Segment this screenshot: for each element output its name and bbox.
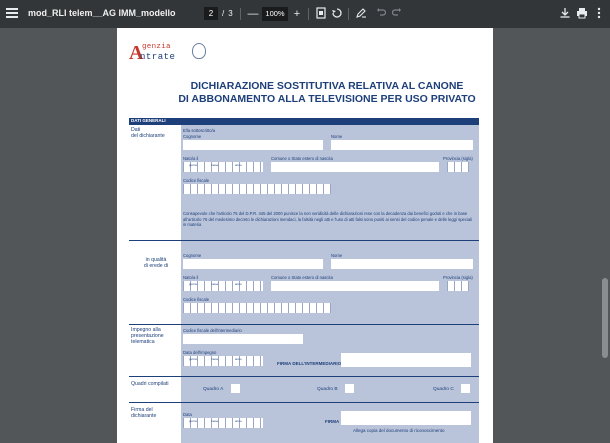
redo-icon[interactable] [390,7,404,21]
giorno-hint: giorno [189,163,198,167]
erede-nato-label: Nato/a il [183,275,199,280]
zoom-out-button[interactable]: — [247,8,259,20]
cognome-field[interactable] [183,140,323,150]
page-number-input[interactable]: 2 [204,7,218,20]
erede-anno-hint: anno [235,282,242,286]
erede-provincia-label: Provincia (sigla) [443,275,473,280]
erede-mese-hint: mese [211,282,219,286]
quadro-a-label: Quadro A [203,387,224,392]
pdf-page [117,28,493,443]
quadro-a-checkbox[interactable] [231,384,240,393]
zoom-level-input[interactable]: 100% [262,7,288,21]
section-impegno [129,324,479,376]
fit-page-icon[interactable] [314,7,328,21]
section-dichiarante [129,124,479,240]
undo-icon[interactable] [374,7,388,21]
toolbar-divider [348,8,349,20]
cf-intermediario-field[interactable] [183,334,303,344]
form-title [177,80,477,106]
firma-mese-hint: mese [211,419,219,423]
document-title: mod_RLI telem__AG IMM_modello [28,8,176,18]
firma-intermediario-field[interactable] [341,353,471,367]
pdf-toolbar [0,0,610,28]
page-indicator [204,7,233,20]
page-total: 3 [228,9,233,18]
more-options-icon[interactable] [592,7,606,21]
agenzia-entrate-logo [129,42,209,64]
section-label-quadri: Quadri compilati [131,381,169,387]
logo-line-1: genzia [142,43,171,51]
erede-cognome-field[interactable] [183,259,323,269]
codice-fiscale-label: Codice fiscale [183,178,210,183]
impegno-anno-hint: anno [235,357,242,361]
section-quadri [129,376,479,402]
provincia-label: Provincia (sigla) [443,156,473,161]
erede-giorno-hint: giorno [189,282,198,286]
firma-giorno-hint: giorno [189,419,198,423]
quadro-b-checkbox[interactable] [345,384,354,393]
annotate-icon[interactable] [354,7,368,21]
cognome-label: Cognome [183,134,202,139]
toolbar-divider [308,8,309,20]
allega-documento-text: Allega copia del documento di riconoscimento [353,428,445,433]
codice-fiscale-field[interactable] [183,184,331,194]
logo-letter: A [129,42,144,64]
provincia-field[interactable] [447,162,469,172]
section-body-quadri [181,377,479,402]
anno-hint: anno [235,163,242,167]
form-body [129,118,479,443]
section-label-erede: in qualità di erede di [143,257,169,269]
nato-label: Nato/a il [183,156,199,161]
impegno-giorno-hint: giorno [189,357,198,361]
erede-codice-fiscale-field[interactable] [183,303,331,313]
scrollbar-thumb[interactable] [602,278,608,358]
section-header-dati-generali: DATI GENERALI [129,118,479,124]
quadro-c-checkbox[interactable] [461,384,470,393]
comune-nascita-field[interactable] [271,162,439,172]
section-body-impegno [181,325,479,376]
quadro-c-label: Quadro C [433,387,454,392]
firma-dichiarante-field[interactable] [341,411,471,425]
section-body-erede [181,241,479,324]
section-firma [129,402,479,443]
erede-comune-field[interactable] [271,281,439,291]
firma-data-label: Data [183,412,192,417]
republic-emblem-icon [192,43,206,59]
nome-label: Nome [331,134,343,139]
section-label-dichiarante: Dati del dichiarante [131,127,165,139]
form-title-line-1: DICHIARAZIONE SOSTITUTIVA RELATIVA AL CANONE [190,80,464,92]
print-icon[interactable] [575,7,589,21]
section-label-firma: Firma del dichiarante [131,407,157,419]
zoom-in-button[interactable]: + [293,8,301,20]
page-separator: / [222,9,225,18]
cf-intermediario-label: Codice fiscale dell'intermediario [183,328,242,333]
mese-hint: mese [211,163,219,167]
erede-provincia-field[interactable] [447,281,469,291]
vertical-scrollbar[interactable] [600,28,610,443]
section-label-impegno: Impegno alla presentazione telematica [131,327,164,345]
download-icon[interactable] [558,7,572,21]
form-title-line-2: DI ABBONAMENTO ALLA TELEVISIONE PER USO PRIVATO [178,93,476,105]
nome-field[interactable] [331,140,473,150]
erede-comune-label: Comune o Stato estero di nascita [271,275,333,280]
firma-anno-hint: anno [235,419,242,423]
comune-nascita-label: Comune o Stato estero di nascita [271,156,333,161]
section-erede [129,240,479,324]
impegno-mese-hint: mese [211,357,219,361]
data-impegno-label: Data dell'impegno [183,350,217,355]
erede-nome-label: Nome [331,253,343,258]
menu-icon[interactable] [6,8,18,20]
firma-intermediario-label: FIRMA DELL'INTERMEDIARIO [277,361,342,366]
sottoscritto-label: E/la sottoscritto/a [183,128,216,133]
section-body-dichiarante [181,125,479,240]
rotate-icon[interactable] [330,7,344,21]
erede-cognome-label: Cognome [183,253,202,258]
erede-nome-field[interactable] [331,259,473,269]
toolbar-divider [240,8,241,20]
erede-codice-fiscale-label: Codice fiscale [183,297,210,302]
quadro-b-label: Quadro B [317,387,338,392]
section-body-firma [181,403,479,443]
logo-line-2: ntrate [140,52,176,62]
consapevole-text: Consapevole che l'articolo 75 del D.P.R. 445 del 2000 punisce la non veridicità delle dichiarazioni rese con la decadenza dai benefici goduti e che in base all'articolo 76 del medesimo decreto le dichiarazioni mendaci, la falsità negli atti e l'uso di atti falsi sono puniti ai sensi del codice penale e delle leggi speciali in materia [183,211,473,227]
firma-label: FIRMA [325,419,340,424]
